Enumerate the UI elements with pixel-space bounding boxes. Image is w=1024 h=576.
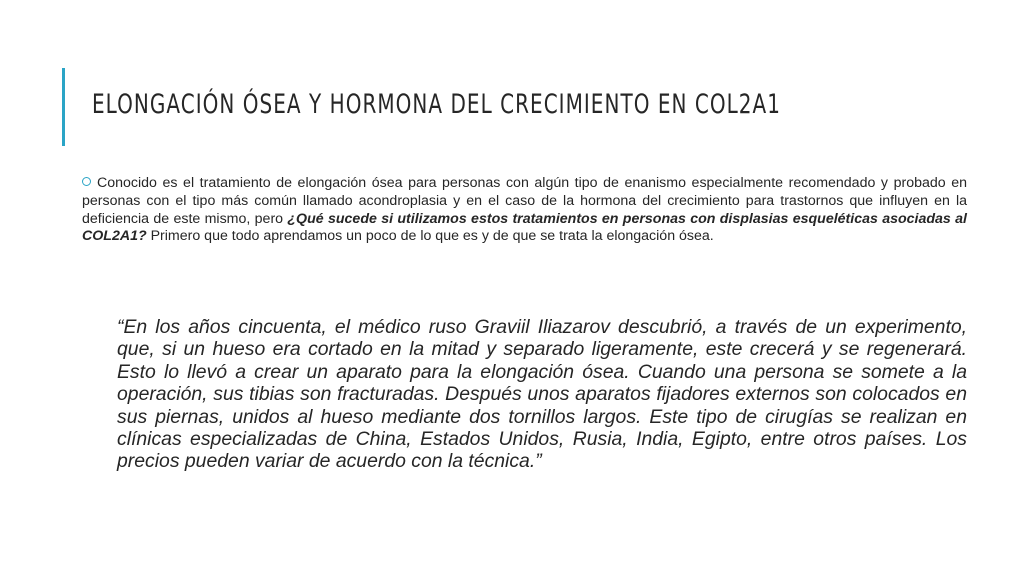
title-accent-bar bbox=[62, 68, 65, 146]
quote-block: “En los años cincuenta, el médico ruso Graviil Iliazarov descubrió, a través de un experimento, que, si un hueso era cortado en la mitad y separado ligeramente, este crecerá y se regenerará. Esto lo llevó a crear un aparato para la elongación ósea. Cuando una persona se somete a la operación, sus tibias son fracturadas. Después unos aparatos fijadores externos son colocados en sus piernas, unidos al hueso mediante dos tornillos largos. Este tipo de cirugías se realizan en clínicas especializadas de China, Estados Unidos, Rusia, India, Egipto, entre otros países. Los precios pueden variar de acuerdo con la técnica.” bbox=[117, 316, 967, 473]
intro-paragraph bbox=[82, 175, 967, 246]
hollow-circle-bullet-icon bbox=[82, 177, 91, 186]
slide-title: ELONGACIÓN ÓSEA Y HORMONA DEL CRECIMIENTO EN COL2A1 bbox=[92, 89, 781, 120]
paragraph-outro-text: Primero que todo aprendamos un poco de lo que es y de que se trata la elongación ósea. bbox=[146, 228, 714, 245]
paragraph-intro-text: Conocido es el tratamiento de elongación ósea para personas con algún tipo de enanismo especialmente recomendado y probado en personas con el tipo más común llamado acondroplasia y en el caso de la hormona del crecimiento para trastornos que influyen en la deficiencia de este mismo, pero bbox=[82, 175, 967, 227]
paragraph-question-text: ¿Qué sucede si utilizamos estos tratamientos en personas con displasias esqueléticas asociadas al COL2A1? bbox=[82, 210, 967, 245]
